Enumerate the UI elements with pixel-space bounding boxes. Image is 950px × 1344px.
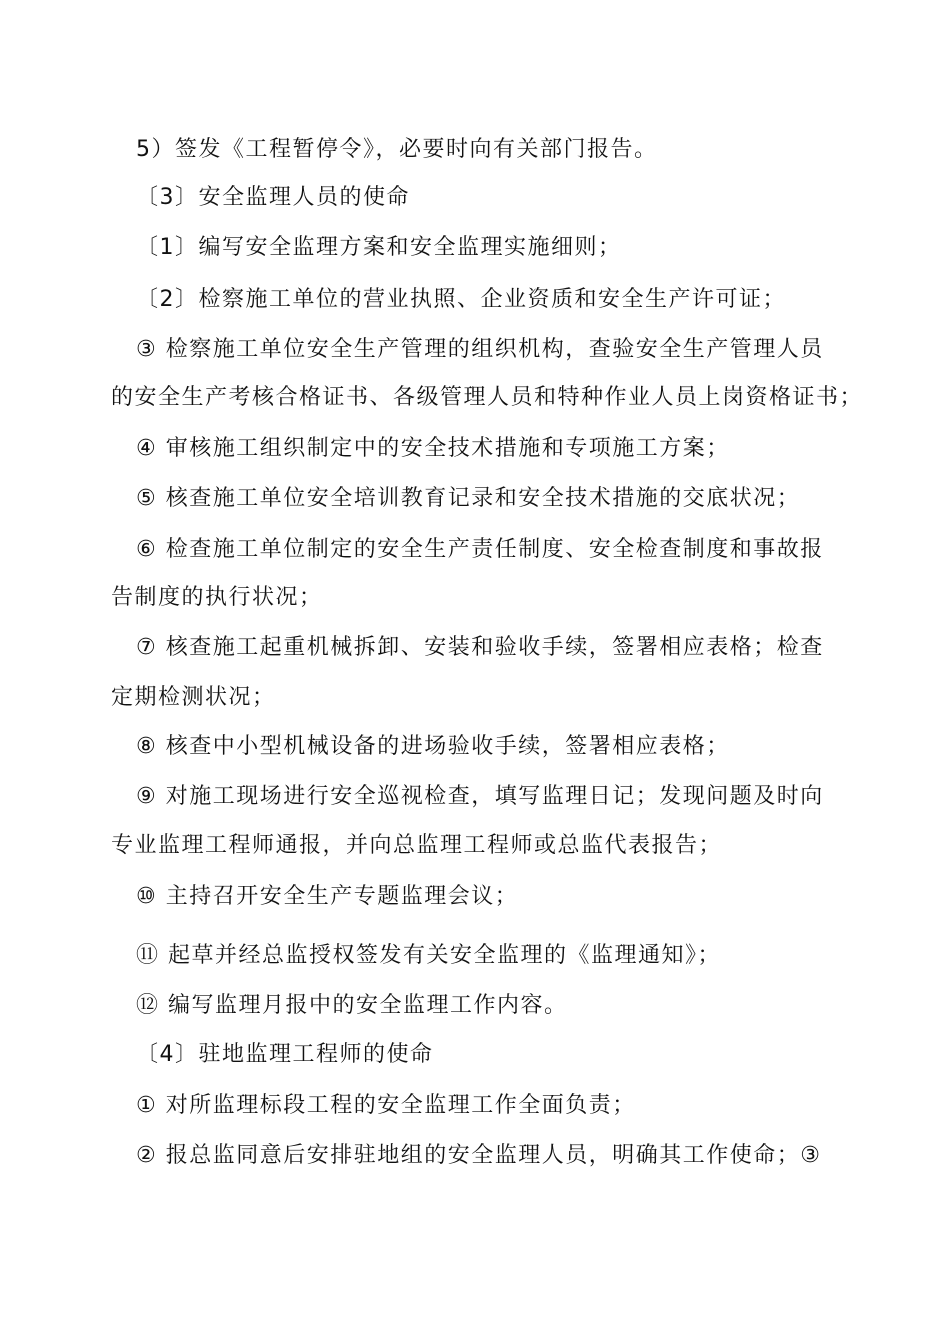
- list-item-5: ⑤ 核查施工单位安全培训教育记录和安全技术措施的交底状况；: [136, 486, 801, 511]
- list-item-3-continuation: 的安全生产考核合格证书、各级管理人员和特种作业人员上岗资格证书；: [111, 385, 864, 410]
- list-item-7: ⑦ 核查施工起重机械拆卸、安装和验收手续，签署相应表格；检查: [136, 635, 824, 660]
- list-item-9: ⑨ 对施工现场进行安全巡视检查，填写监理日记；发现问题及时向: [136, 784, 824, 809]
- list-item-6-continuation: 告制度的执行状况；: [111, 585, 323, 610]
- list-item-6: ⑥ 检查施工单位制定的安全生产责任制度、安全检查制度和事故报: [136, 537, 824, 562]
- list-item-8: ⑧ 核查中小型机械设备的进场验收手续，签署相应表格；: [136, 734, 730, 759]
- text-line-1: 5）签发《工程暂停令》，必要时向有关部门报告。: [136, 137, 658, 162]
- list-item-4: ④ 审核施工组织制定中的安全技术措施和专项施工方案；: [136, 436, 730, 461]
- list-item-3: ③ 检察施工单位安全生产管理的组织机构，查验安全生产管理人员: [136, 337, 824, 362]
- list-item-7-continuation: 定期检测状况；: [111, 685, 276, 710]
- list-item-10: ⑩ 主持召开安全生产专题监理会议；: [136, 884, 519, 909]
- list-item-9-continuation: 专业监理工程师通报，并向总监理工程师或总监代表报告；: [111, 833, 723, 858]
- section-heading-3: 〔3〕安全监理人员的使命: [136, 185, 410, 210]
- duty-item-2: ② 报总监同意后安排驻地组的安全监理人员，明确其工作使命；③: [136, 1143, 822, 1168]
- list-item-11: ⑪ 起草并经总监授权签发有关安全监理的《监理通知》；: [136, 943, 721, 968]
- list-item-12: ⑫ 编写监理月报中的安全监理工作内容。: [136, 993, 568, 1018]
- section-heading-4: 〔4〕驻地监理工程师的使命: [136, 1042, 434, 1067]
- list-item-2: 〔2〕检察施工单位的营业执照、企业资质和安全生产许可证；: [136, 287, 786, 312]
- duty-item-1: ① 对所监理标段工程的安全监理工作全面负责；: [136, 1093, 636, 1118]
- list-item-1: 〔1〕编写安全监理方案和安全监理实施细则；: [136, 235, 622, 260]
